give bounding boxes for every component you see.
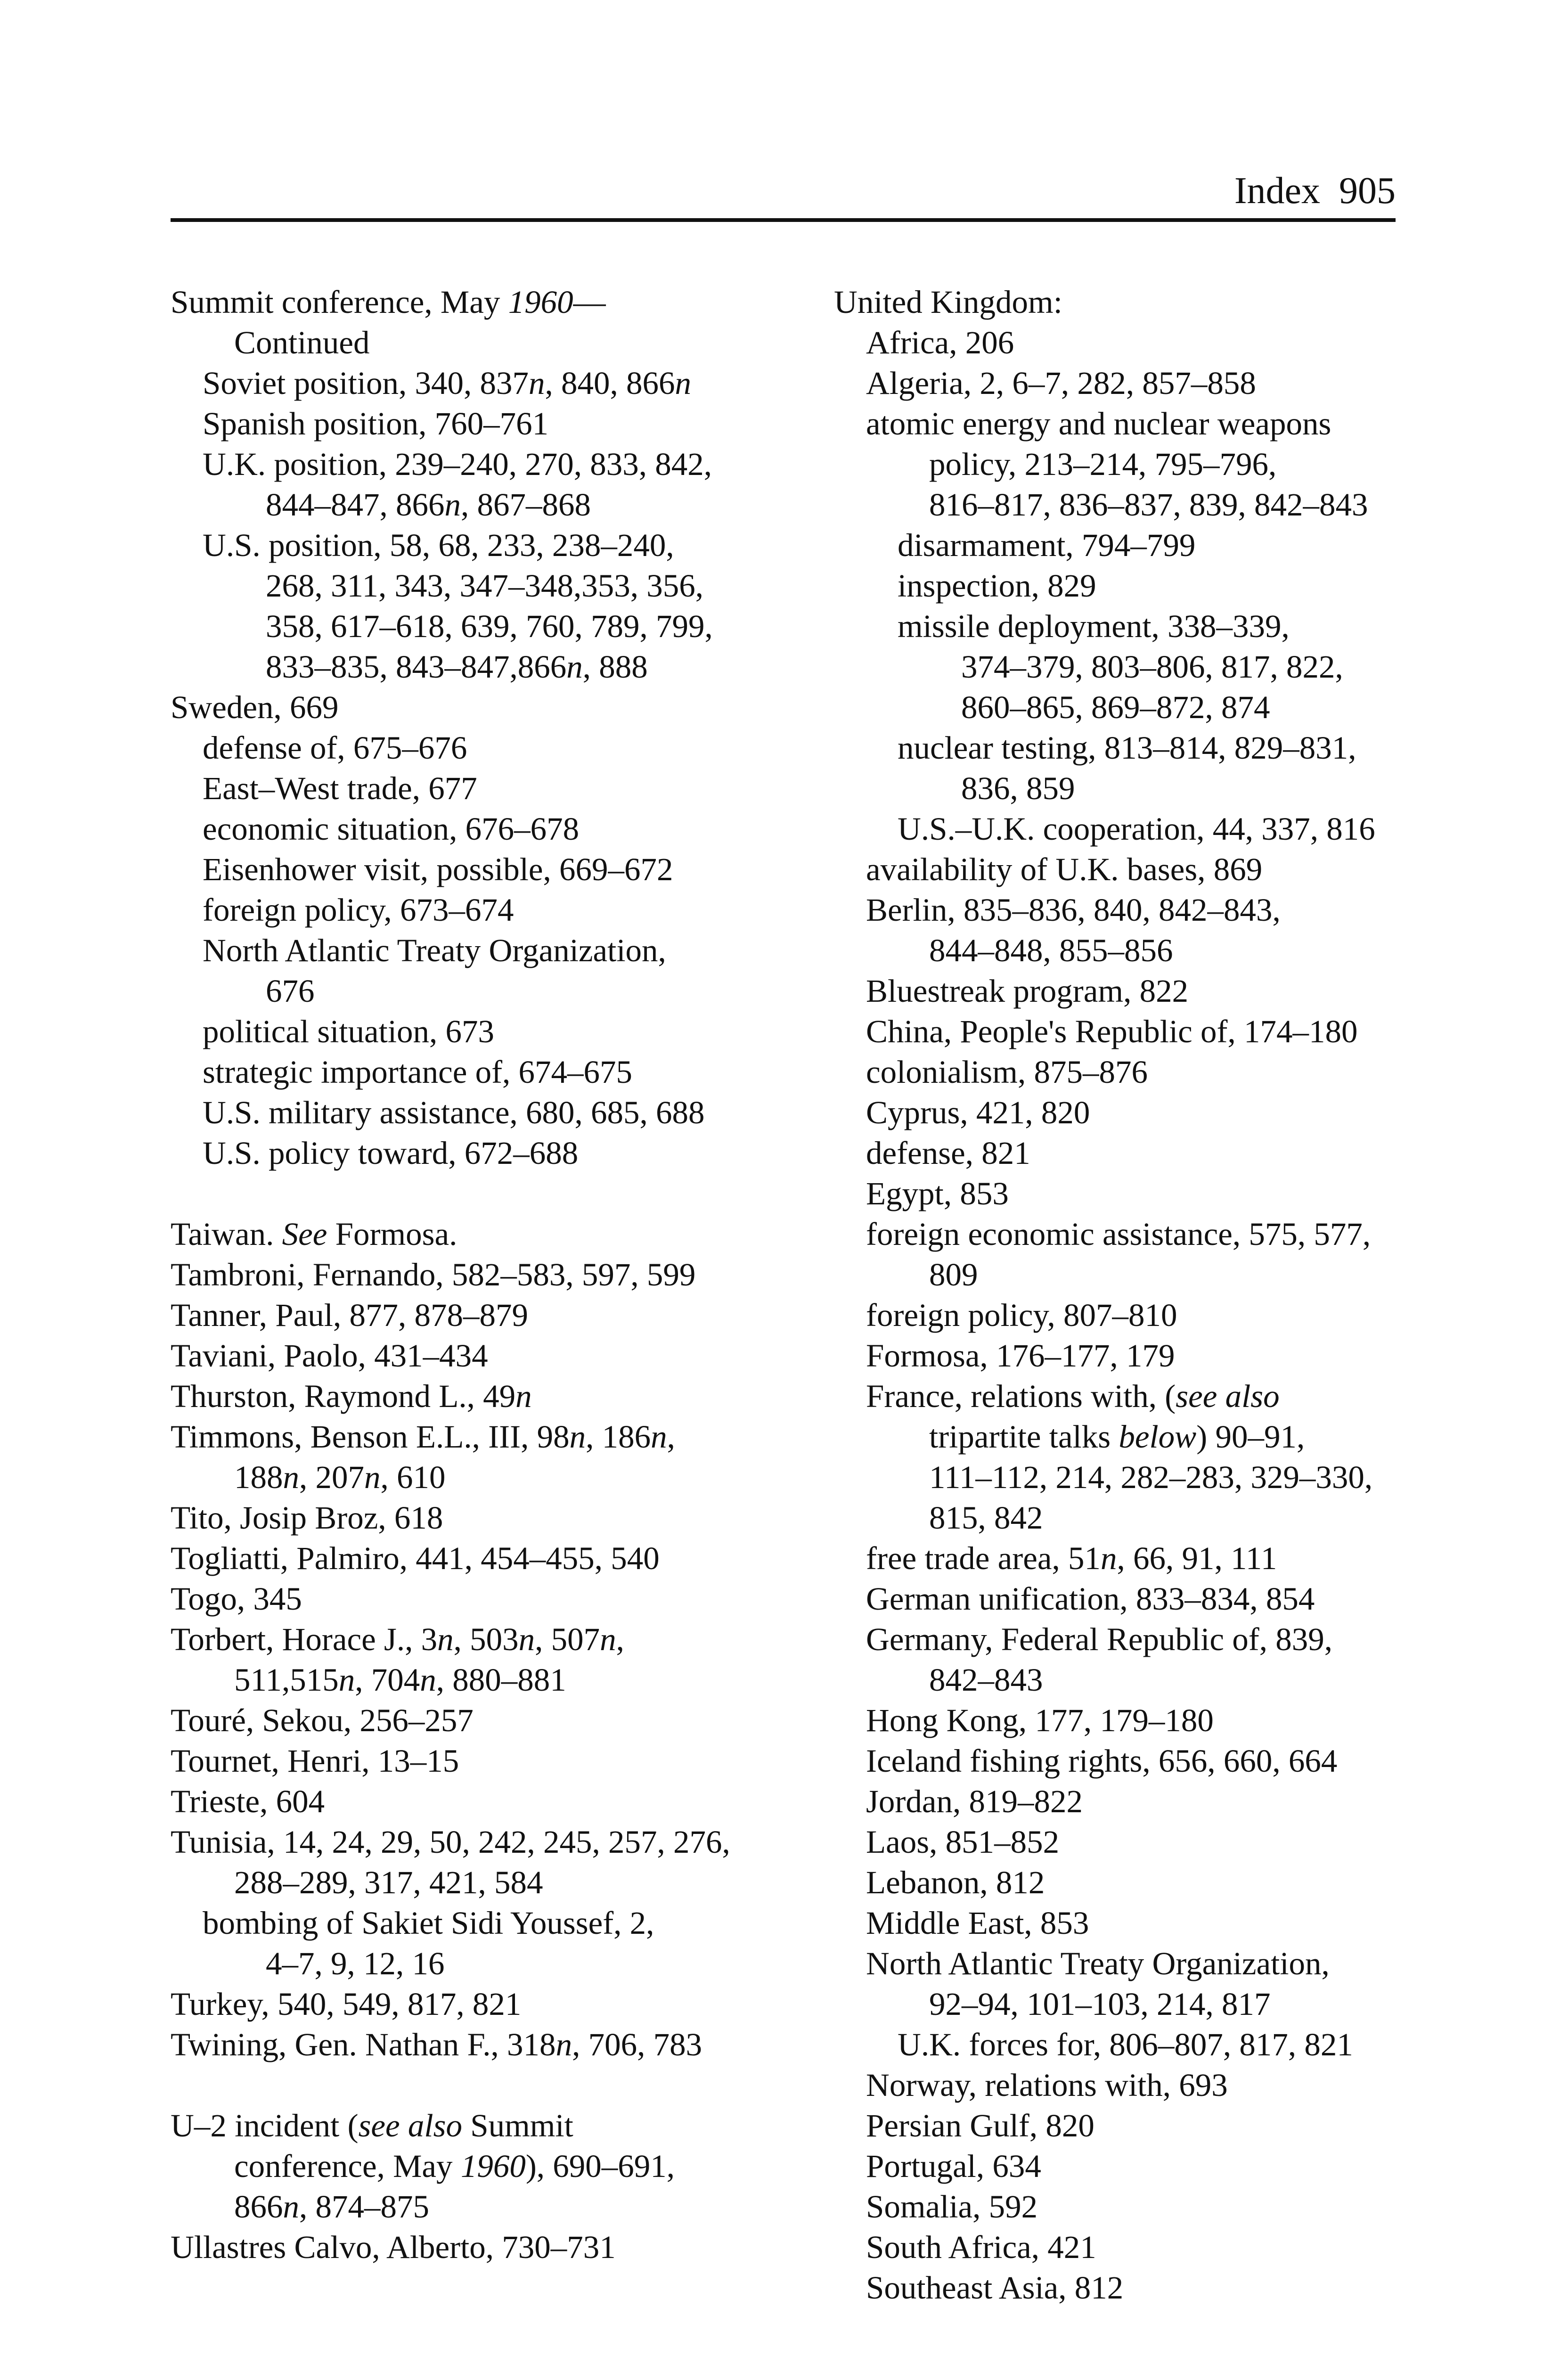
index-subentry xyxy=(834,1700,1409,1741)
index-subentry xyxy=(834,1781,1409,1822)
index-subentry xyxy=(834,1903,1409,1943)
index-entry xyxy=(171,1416,797,1497)
entry-continuation-line: conference, May 1960), 690–691, xyxy=(234,2148,675,2184)
entry-continuation-line: 809 xyxy=(929,1257,978,1293)
entry-continuation-line: 860–865, 869–872, 874 xyxy=(961,689,1270,725)
entry-line: Formosa, 176–177, 179 xyxy=(866,1338,1175,1374)
entry-line: Tanner, Paul, 877, 878–879 xyxy=(171,1297,528,1333)
index-subentry xyxy=(834,606,1409,728)
index-entry xyxy=(171,1335,797,1376)
entry-line: U.S.–U.K. cooperation, 44, 337, 816 xyxy=(898,811,1375,847)
index-subentry xyxy=(834,2065,1409,2105)
entry-continuation-line: 268, 311, 343, 347–348,353, 356, xyxy=(266,568,703,604)
index-entry xyxy=(171,2227,797,2267)
index-subentry xyxy=(834,1173,1409,1214)
entry-line: Cyprus, 421, 820 xyxy=(866,1095,1090,1130)
entry-line: foreign policy, 673–674 xyxy=(203,892,514,928)
index-subentry xyxy=(834,2146,1409,2186)
index-subentry xyxy=(834,1295,1409,1335)
entry-continuation-line: 358, 617–618, 639, 760, 789, 799, xyxy=(266,608,713,644)
index-subentry xyxy=(834,2227,1409,2267)
entry-line: U.K. forces for, 806–807, 817, 821 xyxy=(898,2027,1353,2062)
index-entry xyxy=(171,1214,797,1254)
index-entry xyxy=(171,1700,797,1741)
index-entry xyxy=(171,1497,797,1538)
entry-continuation-line: 188n, 207n, 610 xyxy=(234,1459,446,1495)
entry-continuation-line: Continued xyxy=(234,325,370,360)
entry-line: Tunisia, 14, 24, 29, 50, 242, 245, 257, 276, xyxy=(171,1824,730,1860)
header-title: Index xyxy=(1234,170,1320,212)
entry-continuation-line: 374–379, 803–806, 817, 822, xyxy=(961,649,1343,685)
entry-line: Timmons, Benson E.L., III, 98n, 186n, xyxy=(171,1419,675,1455)
entry-line: Lebanon, 812 xyxy=(866,1865,1045,1900)
entry-line: Soviet position, 340, 837n, 840, 866n xyxy=(203,365,691,401)
index-subentry xyxy=(171,1011,797,1052)
entry-line: Trieste, 604 xyxy=(171,1783,325,1819)
entry-line: Germany, Federal Republic of, 839, xyxy=(866,1621,1332,1657)
index-entry xyxy=(834,282,1409,322)
index-subentry xyxy=(171,1092,797,1133)
index-entry xyxy=(171,687,797,728)
index-entry xyxy=(171,1538,797,1579)
page-number: 905 xyxy=(1339,170,1396,212)
entry-continuation-line: 844–847, 866n, 867–868 xyxy=(266,487,591,523)
entry-line: U.K. position, 239–240, 270, 833, 842, xyxy=(203,446,712,482)
entry-line: North Atlantic Treaty Organization, xyxy=(866,1946,1330,1981)
index-subentry xyxy=(834,2105,1409,2146)
entry-line: Togo, 345 xyxy=(171,1581,302,1617)
index-subentry xyxy=(834,1335,1409,1376)
entry-line: United Kingdom: xyxy=(834,284,1062,320)
index-subentry xyxy=(834,809,1409,849)
entry-line: Hong Kong, 177, 179–180 xyxy=(866,1702,1214,1738)
index-subentry xyxy=(834,1619,1409,1700)
entry-continuation-line: 288–289, 317, 421, 584 xyxy=(234,1865,543,1900)
entry-continuation-line: 833–835, 843–847,866n, 888 xyxy=(266,649,648,685)
index-subentry xyxy=(171,1133,797,1173)
index-entry xyxy=(171,1822,797,1903)
entry-line: Tournet, Henri, 13–15 xyxy=(171,1743,459,1779)
entry-continuation-line: 511,515n, 704n, 880–881 xyxy=(234,1662,566,1698)
index-entry xyxy=(171,2105,797,2227)
index-subentry xyxy=(171,768,797,809)
index-subentry xyxy=(834,1741,1409,1781)
entry-line: Somalia, 592 xyxy=(866,2189,1038,2225)
index-column-left xyxy=(171,282,797,2267)
section-gap xyxy=(171,2065,797,2105)
entry-line: Norway, relations with, 693 xyxy=(866,2067,1228,2103)
entry-line: Tito, Josip Broz, 618 xyxy=(171,1500,443,1536)
entry-continuation-line: 815, 842 xyxy=(929,1500,1043,1536)
entry-line: Summit conference, May 1960— xyxy=(171,284,606,320)
entry-line: free trade area, 51n, 66, 91, 111 xyxy=(866,1540,1277,1576)
index-subentry xyxy=(834,728,1409,809)
entry-line: atomic energy and nuclear weapons xyxy=(866,406,1331,442)
index-subentry xyxy=(834,2024,1409,2065)
header-text xyxy=(1234,163,1396,219)
index-entry xyxy=(171,1619,797,1700)
entry-line: bombing of Sakiet Sidi Youssef, 2, xyxy=(203,1905,654,1941)
index-subentry xyxy=(171,525,797,687)
index-subentry xyxy=(171,1903,797,1984)
index-subentry xyxy=(171,930,797,1011)
index-subentry xyxy=(171,809,797,849)
entry-line: Twining, Gen. Nathan F., 318n, 706, 783 xyxy=(171,2027,702,2062)
entry-line: colonialism, 875–876 xyxy=(866,1054,1148,1090)
entry-line: defense of, 675–676 xyxy=(203,730,467,766)
index-subentry xyxy=(834,1092,1409,1133)
index-subentry xyxy=(834,890,1409,971)
entry-line: Algeria, 2, 6–7, 282, 857–858 xyxy=(866,365,1256,401)
index-subentry xyxy=(171,890,797,930)
index-subentry xyxy=(834,565,1409,606)
entry-line: Taviani, Paolo, 431–434 xyxy=(171,1338,488,1374)
header-rule xyxy=(171,218,1396,222)
entry-line: German unification, 833–834, 854 xyxy=(866,1581,1315,1617)
index-subentry xyxy=(834,322,1409,363)
entry-line: missile deployment, 338–339, xyxy=(898,608,1290,644)
index-entry xyxy=(171,1295,797,1335)
entry-continuation-line: 844–848, 855–856 xyxy=(929,933,1173,968)
entry-line: South Africa, 421 xyxy=(866,2229,1096,2265)
entry-line: China, People's Republic of, 174–180 xyxy=(866,1014,1358,1049)
index-subentry xyxy=(171,728,797,768)
entry-line: Middle East, 853 xyxy=(866,1905,1089,1941)
index-subentry xyxy=(834,1822,1409,1862)
entry-line: France, relations with, (see also xyxy=(866,1378,1280,1414)
index-subentry xyxy=(834,2267,1409,2308)
entry-line: Eisenhower visit, possible, 669–672 xyxy=(203,851,673,887)
entry-line: availability of U.K. bases, 869 xyxy=(866,851,1263,887)
entry-line: strategic importance of, 674–675 xyxy=(203,1054,633,1090)
entry-continuation-line: policy, 213–214, 795–796, xyxy=(929,446,1277,482)
section-gap xyxy=(171,1173,797,1214)
index-subentry xyxy=(834,1862,1409,1903)
index-subentry xyxy=(834,525,1409,565)
index-subentry xyxy=(834,2186,1409,2227)
index-subentry xyxy=(171,363,797,403)
entry-continuation-line: 4–7, 9, 12, 16 xyxy=(266,1946,445,1981)
entry-line: Africa, 206 xyxy=(866,325,1014,360)
index-subentry xyxy=(834,1538,1409,1579)
entry-line: economic situation, 676–678 xyxy=(203,811,580,847)
index-subentry xyxy=(834,1052,1409,1092)
index-entry xyxy=(171,1254,797,1295)
entry-line: foreign economic assistance, 575, 577, xyxy=(866,1216,1371,1252)
entry-line: U.S. military assistance, 680, 685, 688 xyxy=(203,1095,705,1130)
entry-line: nuclear testing, 813–814, 829–831, xyxy=(898,730,1356,766)
entry-line: U–2 incident (see also Summit xyxy=(171,2108,573,2143)
entry-line: Tambroni, Fernando, 582–583, 597, 599 xyxy=(171,1257,696,1293)
index-subentry xyxy=(171,403,797,444)
entry-line: foreign policy, 807–810 xyxy=(866,1297,1177,1333)
entry-continuation-line: 842–843 xyxy=(929,1662,1043,1698)
running-header xyxy=(171,163,1396,219)
index-subentry xyxy=(834,1579,1409,1619)
entry-line: North Atlantic Treaty Organization, xyxy=(203,933,666,968)
index-subentry xyxy=(834,849,1409,890)
entry-line: Southeast Asia, 812 xyxy=(866,2270,1124,2306)
index-subentry xyxy=(834,403,1409,525)
index-subentry xyxy=(171,1052,797,1092)
index-subentry xyxy=(834,971,1409,1011)
entry-line: U.S. policy toward, 672–688 xyxy=(203,1135,579,1171)
index-entry xyxy=(171,1984,797,2024)
index-subentry xyxy=(834,1376,1409,1538)
entry-line: Sweden, 669 xyxy=(171,689,339,725)
entry-continuation-line: 111–112, 214, 282–283, 329–330, xyxy=(929,1459,1373,1495)
index-subentry xyxy=(834,1943,1409,2024)
entry-line: political situation, 673 xyxy=(203,1014,495,1049)
entry-continuation-line: 92–94, 101–103, 214, 817 xyxy=(929,1986,1271,2022)
entry-line: Spanish position, 760–761 xyxy=(203,406,549,442)
entry-line: U.S. position, 58, 68, 233, 238–240, xyxy=(203,527,674,563)
entry-line: Thurston, Raymond L., 49n xyxy=(171,1378,532,1414)
entry-line: Persian Gulf, 820 xyxy=(866,2108,1094,2143)
entry-line: disarmament, 794–799 xyxy=(898,527,1196,563)
index-entry xyxy=(171,1376,797,1416)
entry-line: Bluestreak program, 822 xyxy=(866,973,1189,1009)
index-subentry xyxy=(834,1214,1409,1295)
entry-line: Ullastres Calvo, Alberto, 730–731 xyxy=(171,2229,616,2265)
entry-line: East–West trade, 677 xyxy=(203,770,477,806)
index-column-right xyxy=(834,282,1409,2308)
entry-line: Egypt, 853 xyxy=(866,1176,1009,1211)
entry-line: inspection, 829 xyxy=(898,568,1096,604)
index-entry xyxy=(171,1781,797,1822)
index-entry xyxy=(171,1741,797,1781)
index-entry xyxy=(171,1579,797,1619)
entry-line: Touré, Sekou, 256–257 xyxy=(171,1702,474,1738)
entry-continuation-line: tripartite talks below) 90–91, xyxy=(929,1419,1305,1455)
index-subentry xyxy=(171,444,797,525)
entry-continuation-line: 866n, 874–875 xyxy=(234,2189,429,2225)
entry-line: Iceland fishing rights, 656, 660, 664 xyxy=(866,1743,1338,1779)
entry-continuation-line: 836, 859 xyxy=(961,770,1075,806)
entry-continuation-line: 676 xyxy=(266,973,315,1009)
index-subentry xyxy=(834,1011,1409,1052)
index-subentry xyxy=(834,1133,1409,1173)
entry-line: Berlin, 835–836, 840, 842–843, xyxy=(866,892,1281,928)
entry-line: Laos, 851–852 xyxy=(866,1824,1060,1860)
index-entry xyxy=(171,2024,797,2065)
entry-line: defense, 821 xyxy=(866,1135,1030,1171)
entry-line: Jordan, 819–822 xyxy=(866,1783,1083,1819)
entry-line: Taiwan. See Formosa. xyxy=(171,1216,457,1252)
index-subentry xyxy=(834,363,1409,403)
entry-line: Torbert, Horace J., 3n, 503n, 507n, xyxy=(171,1621,624,1657)
entry-line: Portugal, 634 xyxy=(866,2148,1041,2184)
entry-line: Togliatti, Palmiro, 441, 454–455, 540 xyxy=(171,1540,660,1576)
entry-continuation-line: 816–817, 836–837, 839, 842–843 xyxy=(929,487,1368,523)
index-subentry xyxy=(171,849,797,890)
index-entry xyxy=(171,282,797,363)
entry-line: Turkey, 540, 549, 817, 821 xyxy=(171,1986,522,2022)
